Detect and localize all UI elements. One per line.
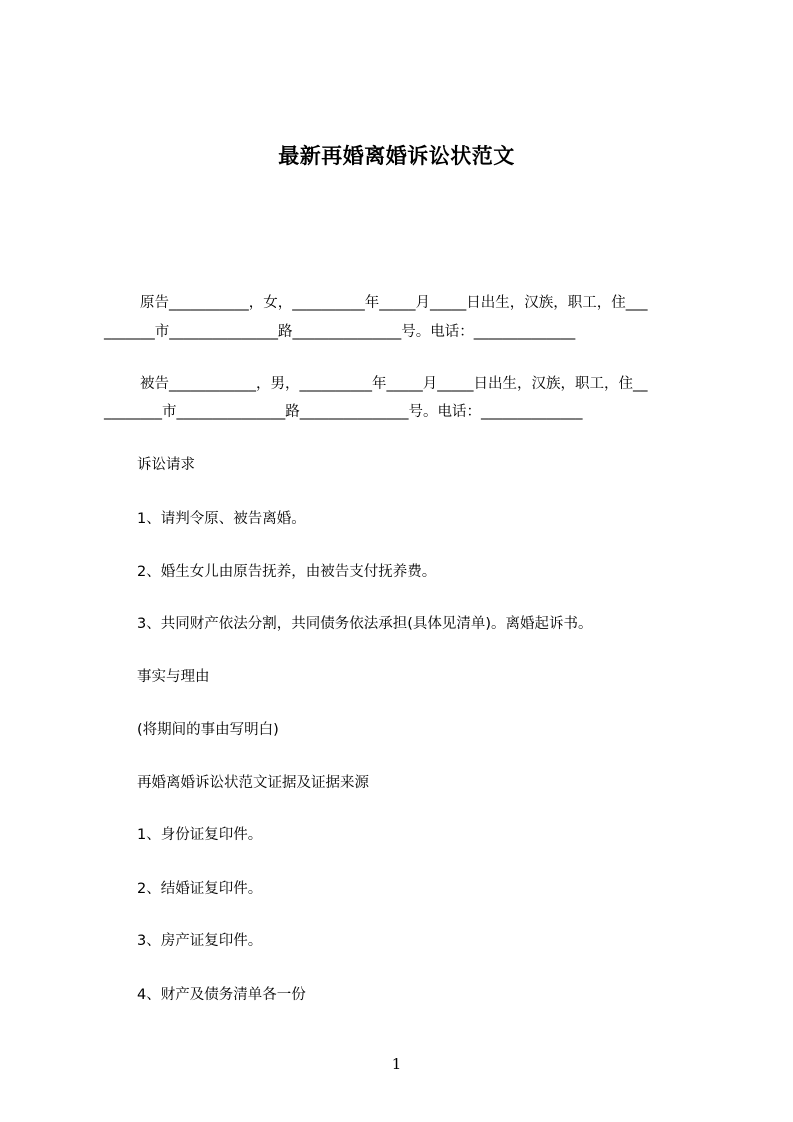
document-page: 最新再婚离婚诉讼状范文 原告___________，女，__________年_____月_____日出生，汉族，职工，住___ _______市_______________路_______________号。电话：______________ 被告____________，男，__________年_____月_____日出生，汉族，职工，住__ ________市_______________路_______________号。电话：______________ 诉讼请求 1、请判令原、被告离婚。 2、婚生女儿由原告抚养，由被告支付抚养费。 3、共同财产依法分割，共同债务依法承担(具体见清单)。离婚起诉书。 事实与理由 (将期间的事由写明白) 再婚离婚诉讼状范文证据及证据来源 1、身份证复印件。 2、结婚证复印件。 3、房产证复印件。 4、财产及债务清单各一份 1: [0, 0, 793, 1122]
page-number: 1: [391, 1055, 402, 1073]
document-title: 最新再婚离婚诉讼状范文: [278, 144, 515, 168]
